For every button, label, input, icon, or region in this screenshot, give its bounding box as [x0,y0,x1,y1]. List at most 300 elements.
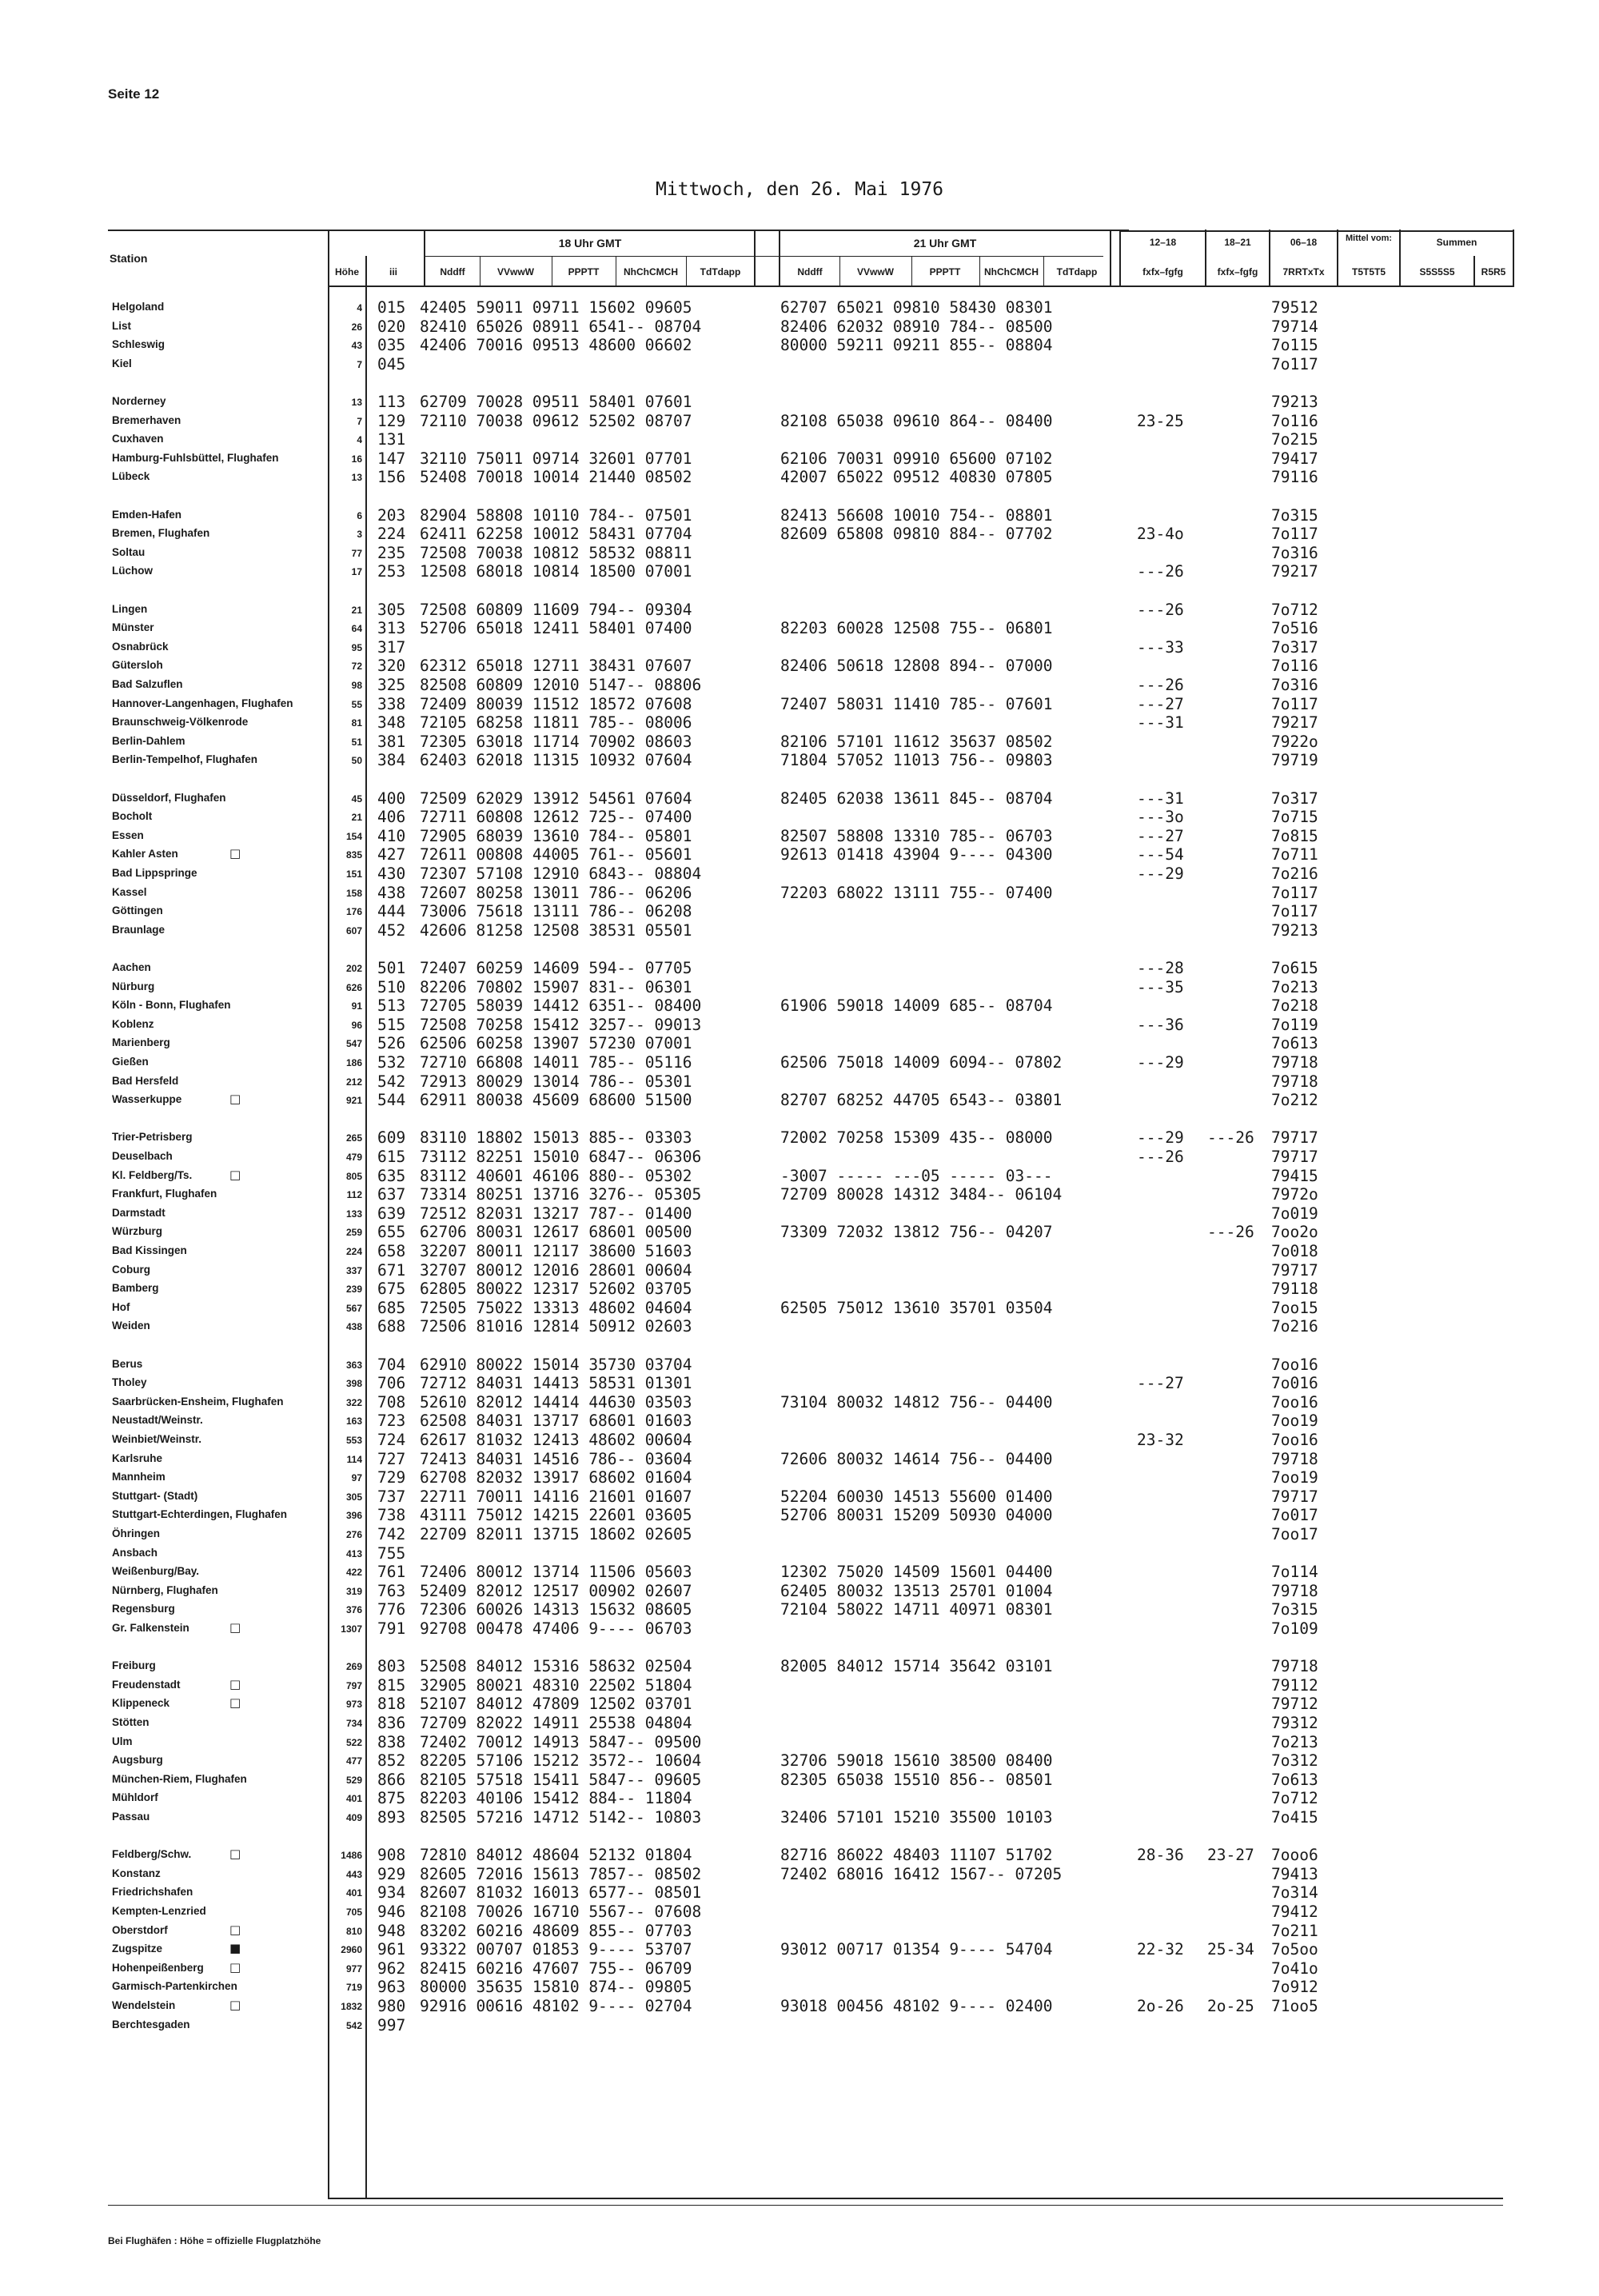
gust-12-18: ---33 [1137,637,1184,657]
obs-18-gmt: 73112 82251 15010 6847-- 06306 [420,1148,702,1166]
station-name: Marienberg [112,1036,170,1049]
summary-06-18: 7o712 [1271,1789,1318,1808]
obs-18-gmt: 72508 60809 11609 794-- 09304 [420,600,692,619]
station-height: 553 [345,1435,362,1446]
station-index: 815 [377,1675,406,1695]
station-name: Weinbiet/Weinstr. [112,1433,202,1445]
summary-06-18: 7o116 [1271,657,1318,676]
station-height: 163 [345,1416,362,1428]
station-name: Aachen [112,961,151,973]
station-index: 708 [377,1392,406,1412]
station-name: Emden-Hafen [112,508,182,521]
station-height: 305 [345,1491,362,1503]
mountain-station-marker-icon: □ [229,1092,241,1107]
station-height: 21 [351,812,362,824]
obs-21-gmt: 82405 62038 13611 845-- 08704 [780,789,1053,808]
station-index: 501 [377,959,406,977]
summary-06-18: 7o215 [1271,430,1318,449]
station-index: 980 [377,1997,406,2015]
station-name: Helgoland [112,301,165,313]
summary-06-18: 7oo15 [1271,1298,1318,1317]
summary-06-18: 79312 [1271,1714,1318,1732]
mountain-station-marker-icon: □ [229,1922,241,1937]
summary-06-18: 7o017 [1271,1506,1318,1525]
station-index: 675 [377,1280,406,1299]
gust-12-18: ---29 [1137,1053,1184,1072]
gust-12-18: ---26 [1137,1148,1184,1166]
station-index: 156 [377,468,406,487]
header-period-06-18: 06–18 [1290,237,1318,248]
station-height: 567 [345,1302,362,1314]
station-index: 410 [377,826,406,845]
obs-18-gmt: 82108 70026 16710 5567-- 07608 [420,1903,702,1921]
station-name: Klippeneck [112,1697,170,1710]
summary-06-18: 79717 [1271,1487,1318,1506]
station-index: 381 [377,732,406,751]
obs-18-gmt: 42406 70016 09513 48600 06602 [420,336,692,355]
summary-06-18: 79718 [1271,1581,1318,1600]
summary-06-18: 7o212 [1271,1091,1318,1110]
summary-06-18: 7o41o [1271,1959,1318,1978]
obs-18-gmt: 22709 82011 13715 18602 02605 [420,1525,692,1543]
station-index: 203 [377,505,406,525]
station-height: 95 [351,641,362,653]
station-height: 224 [345,1246,362,1257]
header-station: Station [110,252,148,265]
header-18-nddff: Nddff [440,266,465,278]
obs-18-gmt: 83112 40601 46106 880-- 05302 [420,1166,692,1185]
gust-12-18: 2o-26 [1137,1997,1184,2015]
station-index: 526 [377,1034,406,1053]
obs-18-gmt: 82904 58808 10110 784-- 07501 [420,505,692,525]
station-height: 1832 [341,2001,362,2012]
station-height: 91 [351,1000,362,1012]
gust-12-18: ---27 [1137,1374,1184,1393]
obs-21-gmt: 82609 65808 09810 884-- 07702 [780,525,1053,544]
header-rr-06-18: 7RRTxTx [1282,266,1325,278]
obs-18-gmt: 62508 84031 13717 68601 01603 [420,1412,692,1431]
station-index: 015 [377,298,406,317]
summary-06-18: 7o316 [1271,543,1318,562]
station-name: Soltau [112,545,146,558]
summary-06-18: 7o117 [1271,354,1318,373]
obs-21-gmt: 92613 01418 43904 9---- 04300 [780,845,1053,864]
station-height: 337 [345,1264,362,1276]
station-name: Wendelstein [112,1999,176,2011]
station-height: 7 [357,358,362,370]
summary-06-18: 7oo19 [1271,1412,1318,1431]
station-index: 761 [377,1563,406,1582]
station-index: 384 [377,751,406,770]
station-index: 671 [377,1260,406,1280]
obs-18-gmt: 52610 82012 14414 44630 03503 [420,1392,692,1412]
summary-06-18: 7oo19 [1271,1468,1318,1487]
gust-12-18: ---29 [1137,864,1184,883]
obs-21-gmt: 82413 56608 10010 754-- 08801 [780,505,1053,525]
summary-06-18: 79512 [1271,298,1318,317]
mountain-station-marker-icon: □ [229,846,241,861]
station-height: 45 [351,793,362,805]
obs-21-gmt: 62106 70031 09910 65600 07102 [780,449,1053,468]
header-s5: S5S5S5 [1419,266,1455,278]
summary-06-18: 7o315 [1271,505,1318,525]
summary-06-18: 71oo5 [1271,1997,1318,2015]
obs-18-gmt: 42606 81258 12508 38531 05501 [420,920,692,940]
summary-06-18: 79714 [1271,317,1318,336]
station-height: 542 [345,2019,362,2031]
station-name: Hamburg-Fuhlsbüttel, Flughafen [112,451,279,464]
mountain-station-marker-icon: □ [229,1620,241,1635]
obs-21-gmt: 82106 57101 11612 35637 08502 [780,732,1053,751]
obs-21-gmt: 52204 60030 14513 55600 01400 [780,1487,1053,1506]
station-height: 55 [351,698,362,710]
station-height: 319 [345,1585,362,1597]
station-index: 320 [377,657,406,676]
summary-06-18: 7oo17 [1271,1525,1318,1543]
station-height: 72 [351,661,362,673]
obs-21-gmt: 32706 59018 15610 38500 08400 [780,1751,1053,1771]
obs-18-gmt: 32110 75011 09714 32601 07701 [420,449,692,468]
summary-06-18: 7922o [1271,732,1318,751]
summary-06-18: 7o119 [1271,1015,1318,1034]
station-name: Kempten-Lenzried [112,1905,206,1917]
station-height: 133 [345,1208,362,1220]
station-index: 836 [377,1714,406,1732]
header-period-18-21: 18–21 [1224,237,1251,248]
obs-18-gmt: 52706 65018 12411 58401 07400 [420,619,692,638]
gust-12-18: ---28 [1137,959,1184,977]
station-index: 875 [377,1789,406,1808]
gust-12-18: ---54 [1137,845,1184,864]
station-index: 655 [377,1223,406,1242]
station-name: Nürnberg, Flughafen [112,1583,218,1596]
station-height: 13 [351,472,362,484]
station-name: Schleswig [112,338,165,351]
station-name: Stuttgart- (Stadt) [112,1489,198,1502]
station-name: Berchtesgaden [112,2018,190,2030]
station-name: Hannover-Langenhagen, Flughafen [112,697,293,709]
station-height: 607 [345,924,362,936]
station-name: Trier-Petrisberg [112,1131,193,1144]
obs-18-gmt: 72407 60259 14609 594-- 07705 [420,959,692,977]
station-name: Garmisch-Partenkirchen [112,1980,237,1993]
obs-18-gmt: 72406 80012 13714 11506 05603 [420,1563,692,1582]
obs-18-gmt: 73314 80251 13716 3276-- 05305 [420,1185,702,1204]
header-18-td: TdTdapp [700,266,741,278]
obs-18-gmt: 32707 80012 12016 28601 00604 [420,1260,692,1280]
gust-12-18: ---36 [1137,1015,1184,1034]
gust-12-18: 23-25 [1137,411,1184,430]
summary-06-18: 79717 [1271,1128,1318,1148]
station-index: 406 [377,808,406,827]
station-name: Regensburg [112,1603,175,1615]
station-height: 26 [351,321,362,333]
summary-06-18: 7o211 [1271,1921,1318,1940]
summary-06-18: 79717 [1271,1260,1318,1280]
station-index: 852 [377,1751,406,1771]
station-name: Kiel [112,357,132,369]
station-name: Freudenstadt [112,1678,181,1691]
gust-12-18: 22-32 [1137,1940,1184,1959]
station-index: 452 [377,920,406,940]
header-period-12-18: 12–18 [1149,237,1177,248]
station-name: Koblenz [112,1017,154,1030]
gust-12-18: ---31 [1137,713,1184,733]
station-height: 186 [345,1057,362,1068]
obs-18-gmt: 62708 82032 13917 68602 01604 [420,1468,692,1487]
header-18-ppppt: PPPTT [568,266,600,278]
station-name: Bocholt [112,810,153,823]
station-index: 338 [377,694,406,713]
station-height: 401 [345,1887,362,1899]
gust-12-18: 23-32 [1137,1431,1184,1449]
summary-06-18: 7o213 [1271,977,1318,996]
summary-06-18: 7o116 [1271,411,1318,430]
station-name: Konstanz [112,1867,161,1879]
station-name: Stötten [112,1716,150,1728]
obs-21-gmt: 82716 86022 48403 11107 51702 [780,1846,1053,1865]
obs-18-gmt: 83202 60216 48609 855-- 07703 [420,1921,692,1940]
station-name: Kl. Feldberg/Ts. [112,1168,193,1181]
obs-18-gmt: 43111 75012 14215 22601 03605 [420,1506,692,1525]
station-name: Frankfurt, Flughafen [112,1188,217,1200]
station-name: Karlsruhe [112,1451,163,1464]
summary-06-18: 7o712 [1271,600,1318,619]
station-height: 158 [345,887,362,899]
mountain-station-marker-icon: □ [229,1695,241,1711]
obs-21-gmt: 52706 80031 15209 50930 04000 [780,1506,1053,1525]
obs-18-gmt: 72409 80039 11512 18572 07608 [420,694,692,713]
obs-21-gmt: 93012 00717 01354 9---- 54704 [780,1940,1053,1959]
summary-06-18: 79217 [1271,562,1318,581]
station-index: 791 [377,1619,406,1638]
station-index: 313 [377,619,406,638]
station-height: 21 [351,604,362,616]
summary-06-18: 7o316 [1271,676,1318,694]
header-ii: iii [389,266,397,278]
station-name: Darmstadt [112,1206,165,1219]
header-21-nh: NhChCMCH [984,266,1039,278]
obs-18-gmt: 92916 00616 48102 9---- 02704 [420,1997,692,2015]
station-name: Bremen, Flughafen [112,527,210,540]
page-label: Seite 12 [108,86,160,102]
obs-21-gmt: 82108 65038 09610 864-- 08400 [780,411,1053,430]
station-height: 547 [345,1038,362,1050]
station-name: Berus [112,1357,143,1370]
station-height: 269 [345,1661,362,1673]
summary-06-18: 7o117 [1271,694,1318,713]
gust-12-18: ---26 [1137,562,1184,581]
station-name: List [112,319,132,332]
summary-06-18: 7o317 [1271,637,1318,657]
gust-12-18: ---29 [1137,1128,1184,1148]
station-index: 818 [377,1695,406,1714]
obs-18-gmt: 62617 81032 12413 48602 00604 [420,1431,692,1449]
station-name: München-Riem, Flughafen [112,1772,247,1785]
station-name: Freiburg [112,1659,156,1672]
obs-18-gmt: 72110 70038 09612 52502 08707 [420,411,692,430]
station-height: 805 [345,1170,362,1182]
station-name: Oberstdorf [112,1923,168,1936]
header-summen: Summen [1436,237,1477,248]
station-name: Hof [112,1300,130,1313]
obs-21-gmt: 62506 75018 14009 6094-- 07802 [780,1053,1063,1072]
obs-18-gmt: 82415 60216 47607 755-- 06709 [420,1959,692,1978]
summary-06-18: 79213 [1271,393,1318,411]
summary-06-18: 79718 [1271,1053,1318,1072]
station-index: 803 [377,1657,406,1676]
station-height: 734 [345,1718,362,1729]
obs-18-gmt: 83110 18802 15013 885-- 03303 [420,1128,692,1148]
station-index: 510 [377,977,406,996]
obs-18-gmt: 22711 70011 14116 21601 01607 [420,1487,692,1506]
station-name: Münster [112,621,154,634]
station-height: 522 [345,1736,362,1748]
summary-06-18: 79112 [1271,1675,1318,1695]
station-index: 129 [377,411,406,430]
obs-18-gmt: 72508 70038 10812 58532 08811 [420,543,692,562]
station-index: 946 [377,1903,406,1921]
obs-18-gmt: 62911 80038 45609 68600 51500 [420,1091,692,1110]
summary-06-18: 7o019 [1271,1204,1318,1223]
station-index: 724 [377,1431,406,1449]
obs-18-gmt: 82605 72016 15613 7857-- 08502 [420,1864,702,1883]
station-height: 239 [345,1284,362,1296]
obs-18-gmt: 82205 57106 15212 3572-- 10604 [420,1751,702,1771]
station-name: Bad Kissingen [112,1244,187,1256]
station-index: 755 [377,1543,406,1563]
obs-18-gmt: 62706 80031 12617 68601 00500 [420,1223,692,1242]
station-name: Düsseldorf, Flughafen [112,791,226,804]
station-name: Ansbach [112,1546,158,1559]
station-index: 893 [377,1808,406,1827]
station-name: Cuxhaven [112,433,164,445]
header-r5: R5R5 [1481,266,1506,278]
summary-06-18: 7oo2o [1271,1223,1318,1242]
station-index: 838 [377,1732,406,1751]
station-name: Gießen [112,1056,149,1068]
station-name: Kassel [112,885,147,898]
obs-18-gmt: 72402 70012 14913 5847-- 09500 [420,1732,702,1751]
obs-18-gmt: 72611 00808 44005 761-- 05601 [420,845,692,864]
station-index: 147 [377,449,406,468]
station-index: 934 [377,1883,406,1903]
station-height: 413 [345,1547,362,1559]
station-index: 738 [377,1506,406,1525]
mountain-station-marker-icon: □ [229,1959,241,1975]
station-height: 212 [345,1076,362,1088]
obs-18-gmt: 52408 70018 10014 21440 08502 [420,468,692,487]
station-index: 742 [377,1525,406,1543]
station-height: 151 [345,868,362,880]
station-index: 035 [377,336,406,355]
obs-18-gmt: 92708 00478 47406 9---- 06703 [420,1619,692,1638]
station-name: Würzburg [112,1225,162,1238]
station-index: 400 [377,789,406,808]
station-index: 430 [377,864,406,883]
station-index: 235 [377,543,406,562]
station-name: Kahler Asten [112,848,178,861]
station-name: Feldberg/Schw. [112,1848,192,1861]
station-name: Weiden [112,1320,150,1332]
header-21-gmt: 21 Uhr GMT [913,237,977,250]
obs-18-gmt: 72709 82022 14911 25538 04804 [420,1714,692,1732]
obs-18-gmt: 32905 80021 48310 22502 51804 [420,1675,692,1695]
station-index: 727 [377,1449,406,1468]
obs-18-gmt: 72512 82031 13217 787-- 01400 [420,1204,692,1223]
station-index: 729 [377,1468,406,1487]
header-t5: T5T5T5 [1351,266,1386,278]
station-height: 6 [357,509,362,521]
obs-18-gmt: 72607 80258 13011 786-- 06206 [420,883,692,902]
summary-06-18: 7o117 [1271,883,1318,902]
station-name: Gütersloh [112,659,163,672]
station-name: Osnabrück [112,640,169,653]
station-name: Saarbrücken-Ensheim, Flughafen [112,1395,284,1408]
station-name: Öhringen [112,1527,160,1539]
obs-21-gmt: 93018 00456 48102 9---- 02400 [780,1997,1053,2015]
station-height: 64 [351,623,362,635]
station-name: Essen [112,829,144,841]
obs-21-gmt: 32406 57101 15210 35500 10103 [780,1808,1053,1827]
obs-21-gmt: 42007 65022 09512 40830 07805 [780,468,1053,487]
station-index: 635 [377,1166,406,1185]
summary-06-18: 79118 [1271,1280,1318,1299]
summary-06-18: 79719 [1271,751,1318,770]
station-index: 544 [377,1091,406,1110]
station-index: 131 [377,430,406,449]
station-height: 409 [345,1812,362,1823]
station-name: Friedrichshafen [112,1886,193,1899]
obs-18-gmt: 62805 80022 12317 52602 03705 [420,1280,692,1299]
obs-18-gmt: 82105 57518 15411 5847-- 09605 [420,1770,702,1789]
obs-18-gmt: 62506 60258 13907 57230 07001 [420,1034,692,1053]
station-name: Coburg [112,1263,150,1276]
obs-21-gmt: 82406 50618 12808 894-- 07000 [780,657,1053,676]
station-name: Bad Hersfeld [112,1074,179,1087]
obs-21-gmt: 62505 75012 13610 35701 03504 [780,1298,1053,1317]
header-mittel: Mittel vom: [1345,234,1393,243]
station-height: 477 [345,1755,362,1767]
station-name: Braunlage [112,923,165,936]
station-index: 020 [377,317,406,336]
station-index: 045 [377,354,406,373]
station-index: 962 [377,1959,406,1978]
summary-06-18: 7o312 [1271,1751,1318,1771]
obs-18-gmt: 72305 63018 11714 70902 08603 [420,732,692,751]
obs-21-gmt: 80000 59211 09211 855-- 08804 [780,336,1053,355]
station-height: 322 [345,1396,362,1408]
station-name: Deuselbach [112,1150,173,1162]
obs-21-gmt: 72104 58022 14711 40971 08301 [780,1600,1053,1619]
obs-21-gmt: 82406 62032 08910 784-- 08500 [780,317,1053,336]
summary-06-18: 7o912 [1271,1978,1318,1997]
station-height: 112 [346,1189,362,1201]
summary-06-18: 7o314 [1271,1883,1318,1903]
gust-12-18: ---27 [1137,694,1184,713]
station-height: 422 [345,1567,362,1579]
obs-18-gmt: 72506 81016 12814 50912 02603 [420,1317,692,1336]
station-name: Bad Lippspringe [112,867,197,879]
obs-18-gmt: 80000 35635 15810 874-- 09805 [420,1978,692,1997]
station-height: 479 [345,1152,362,1163]
station-height: 50 [351,755,362,767]
station-height: 154 [345,830,362,842]
obs-18-gmt: 82508 60809 12010 5147-- 08806 [420,676,702,694]
station-height: 921 [345,1095,362,1107]
gust-12-18: 28-36 [1137,1846,1184,1865]
station-index: 615 [377,1148,406,1166]
